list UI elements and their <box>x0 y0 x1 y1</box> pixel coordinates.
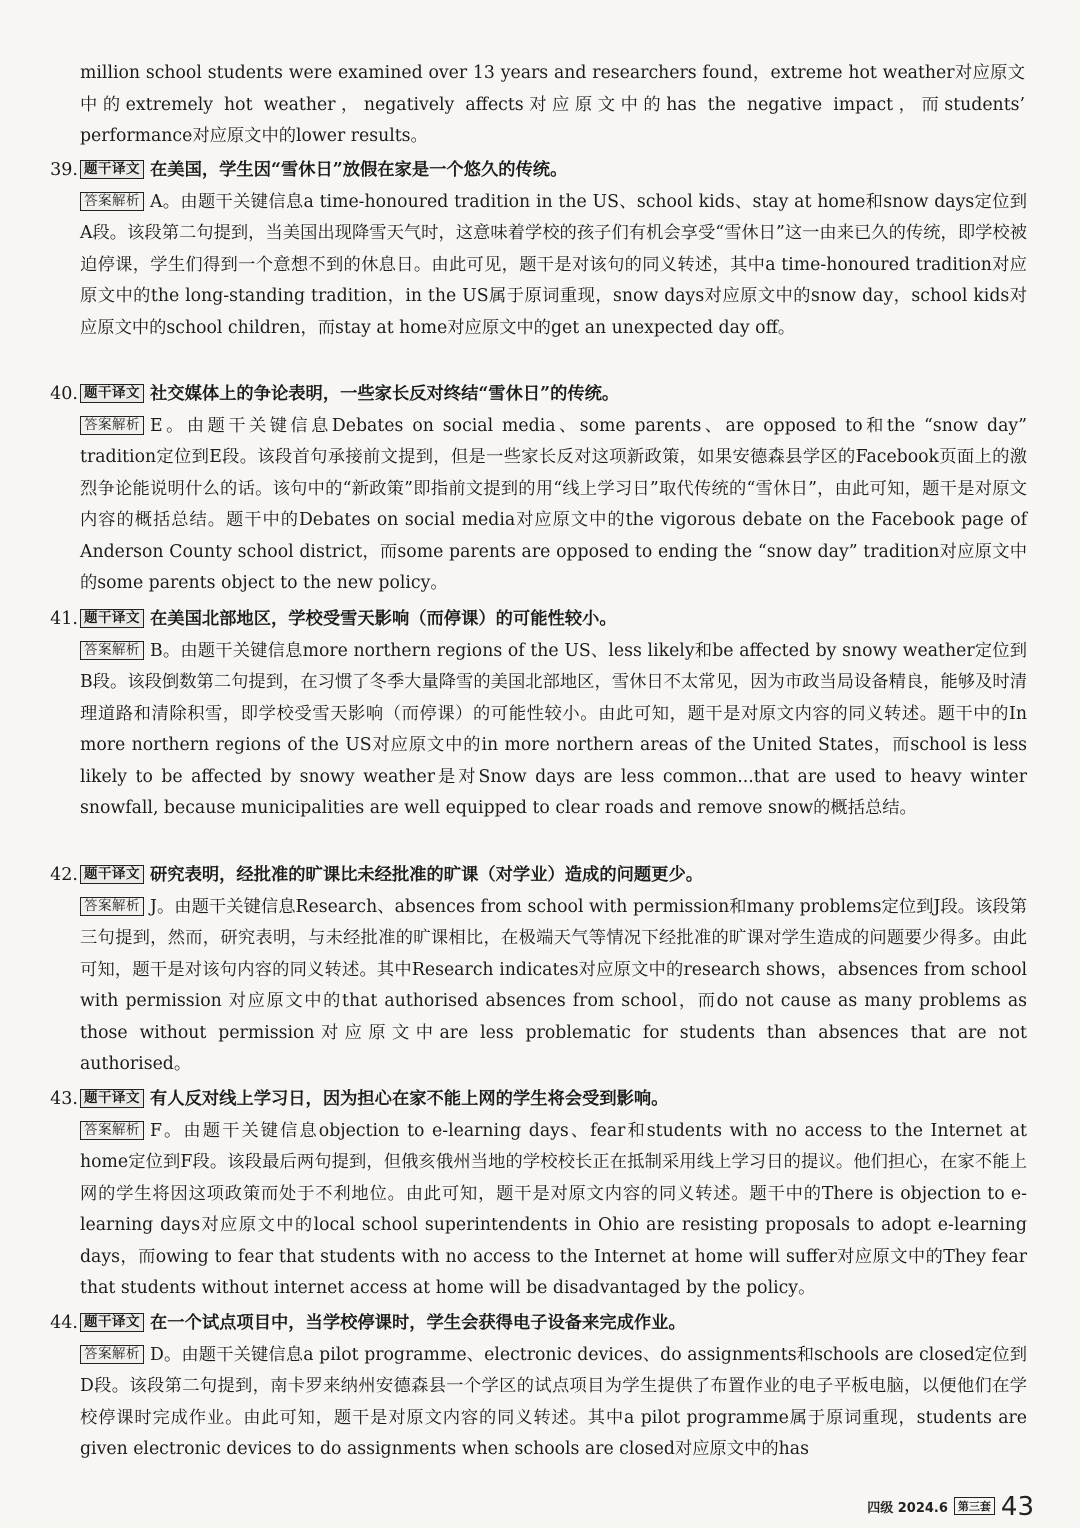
answer-analysis-tag: 答案解析 <box>80 1121 144 1140</box>
question-translation-tag: 题干译文 <box>80 609 144 628</box>
answer-text: F。由题干关键信息objection to e-learning days、fear和students with no access to the Internet at home定位到F段。该段最后两句提到，但俄亥俄州当地的学校校长正在抵制采用线上学习日的提议。他们担心，在家不能上网的学生将因这项政策而处于不利地位。由此可知，题干是对原文内容的同义转述。题干中的There is objection to e-learning days对应原文中的local school superintendents in Ohio are resisting proposals to adopt e-learning days，而owing to fear that students with no access to the Internet at home will suffer对应原文中的They fear that students without internet access at home will be disadvantaged by the policy。 <box>80 1120 1027 1298</box>
question-text: 研究表明，经批准的旷课比未经批准的旷课（对学业）造成的问题更少。 <box>150 865 704 885</box>
question-translation-tag: 题干译文 <box>80 1313 144 1332</box>
question-translation-tag: 题干译文 <box>80 865 144 884</box>
question-line <box>80 379 1027 411</box>
answer-line <box>80 411 1027 600</box>
question-text: 社交媒体上的争论表明，一些家长反对终结“雪休日”的传统。 <box>150 384 620 404</box>
question-translation-tag: 题干译文 <box>80 1089 144 1108</box>
question-item-41 <box>42 604 1027 825</box>
answer-text: J。由题干关键信息Research、absences from school with permission和many problems定位到J段。该段第三句提到，然而，研究表明，与未经批准的旷课相比，在极端天气等情况下经批准的旷课对学生造成的问题要少得多。由此可知，题干是对该句内容的同义转述。其中Research indicates对应原文中的research shows，absences from school with permission 对应原文中的that authorised absences from school，而do not cause as many problems as those without permission对应原文中are less problematic for students than absences that are not authorised。 <box>80 896 1027 1074</box>
answer-analysis-tag: 答案解析 <box>80 641 144 660</box>
item-number: 40. <box>50 384 78 404</box>
item-number: 42. <box>50 865 78 885</box>
exam-level-label: 四级 2024.6 <box>867 1501 948 1516</box>
question-item-39 <box>42 155 1027 344</box>
question-translation-tag: 题干译文 <box>80 384 144 403</box>
answer-line <box>80 1340 1027 1466</box>
question-item-42 <box>42 860 1027 1081</box>
question-line <box>80 1308 1027 1340</box>
answer-line <box>80 636 1027 825</box>
answer-line <box>80 187 1027 345</box>
question-text: 在一个试点项目中，当学校停课时，学生会获得电子设备来完成作业。 <box>150 1313 686 1333</box>
answer-text: B。由题干关键信息more northern regions of the US、less likely和be affected by snowy weather定位到B段。该段倒数第二句提到，在习惯了冬季大量降雪的美国北部地区，雪休日不太常见，因为市政当局设备精良，能够及时清理道路和清除积雪，即学校受雪天影响（而停课）的可能性较小。由此可知，题干是对原文内容的同义转述。题干中的In more northern regions of the US对应原文中的in more northern areas of the United States，而school is less likely to be affected by snowy weather是对Snow days are less common...that are used to heavy winter snowfall, because municipalities are well equipped to clear roads and remove snow的概括总结。 <box>80 640 1027 818</box>
question-text: 有人反对线上学习日，因为担心在家不能上网的学生将会受到影响。 <box>150 1089 669 1109</box>
answer-analysis-tag: 答案解析 <box>80 416 144 435</box>
answer-analysis-tag: 答案解析 <box>80 897 144 916</box>
item-number: 41. <box>50 609 78 629</box>
page-footer <box>867 1482 1034 1522</box>
question-line <box>80 155 1027 187</box>
item-number: 43. <box>50 1089 78 1109</box>
question-line <box>80 1084 1027 1116</box>
item-number: 39. <box>50 160 78 180</box>
question-item-40 <box>42 379 1027 600</box>
question-line <box>80 860 1027 892</box>
question-item-43 <box>42 1084 1027 1305</box>
answer-text: A。由题干关键信息a time-honoured tradition in the US、school kids、stay at home和snow days定位到A段。该段第二句提到，当美国出现降雪天气时，这意味着学校的孩子们有机会享受“雪休日”这一由来已久的传统，即学校被迫停课，学生们得到一个意想不到的休息日。由此可见，题干是对该句的同义转述，其中a time-honoured tradition对应原文中的the long-standing tradition，in the US属于原词重现，snow days对应原文中的snow day，school kids对应原文中的school children，而stay at home对应原文中的get an unexpected day off。 <box>80 191 1027 338</box>
question-text: 在美国北部地区，学校受雪天影响（而停课）的可能性较小。 <box>150 609 617 629</box>
answer-text: E。由题干关键信息Debates on social media、some parents、are opposed to和the “snow day” tradition定位到E段。该段首句承接前文提到，但是一些家长反对这项新政策，如果安德森县学区的Facebook页面上的激烈争论能说明什么的话。该句中的“新政策”即指前文提到的用“线上学习日”取代传统的“雪休日”，由此可知，题干是对原文内容的概括总结。题干中的Debates on social media对应原文中的the vigorous debate on the Facebook page of Anderson County school district，而some parents are opposed to ending the “snow day” tradition对应原文中的some parents object to the new policy。 <box>80 415 1027 593</box>
question-line <box>80 604 1027 636</box>
question-text: 在美国，学生因“雪休日”放假在家是一个悠久的传统。 <box>150 160 568 180</box>
intro-paragraph: million school students were examined over 13 years and researchers found，extreme hot weather对应原文中的extremely hot weather，negatively affects对应原文中的has the negative impact，而students’ performance对应原文中的lower results。 <box>80 63 1025 146</box>
item-number: 44. <box>50 1313 78 1333</box>
answer-analysis-tag: 答案解析 <box>80 1345 144 1364</box>
answer-line <box>80 1116 1027 1305</box>
answer-line <box>80 892 1027 1081</box>
question-item-44 <box>42 1308 1027 1466</box>
answer-text: D。由题干关键信息a pilot programme、electronic devices、do assignments和schools are closed定位到D段。该段第二句提到，南卡罗来纳州安德森县一个学区的试点项目为学生提供了布置作业的电子平板电脑，以便他们在学校停课时完成作业。由此可知，题干是对原文内容的同义转述。其中a pilot programme属于原词重现，students are given electronic devices to do assignments when schools are closed对应原文中的has <box>80 1344 1027 1459</box>
test-set-badge: 第三套 <box>954 1497 995 1515</box>
page-number: 43 <box>1000 1492 1034 1522</box>
question-translation-tag: 题干译文 <box>80 160 144 179</box>
answer-analysis-tag: 答案解析 <box>80 192 144 211</box>
